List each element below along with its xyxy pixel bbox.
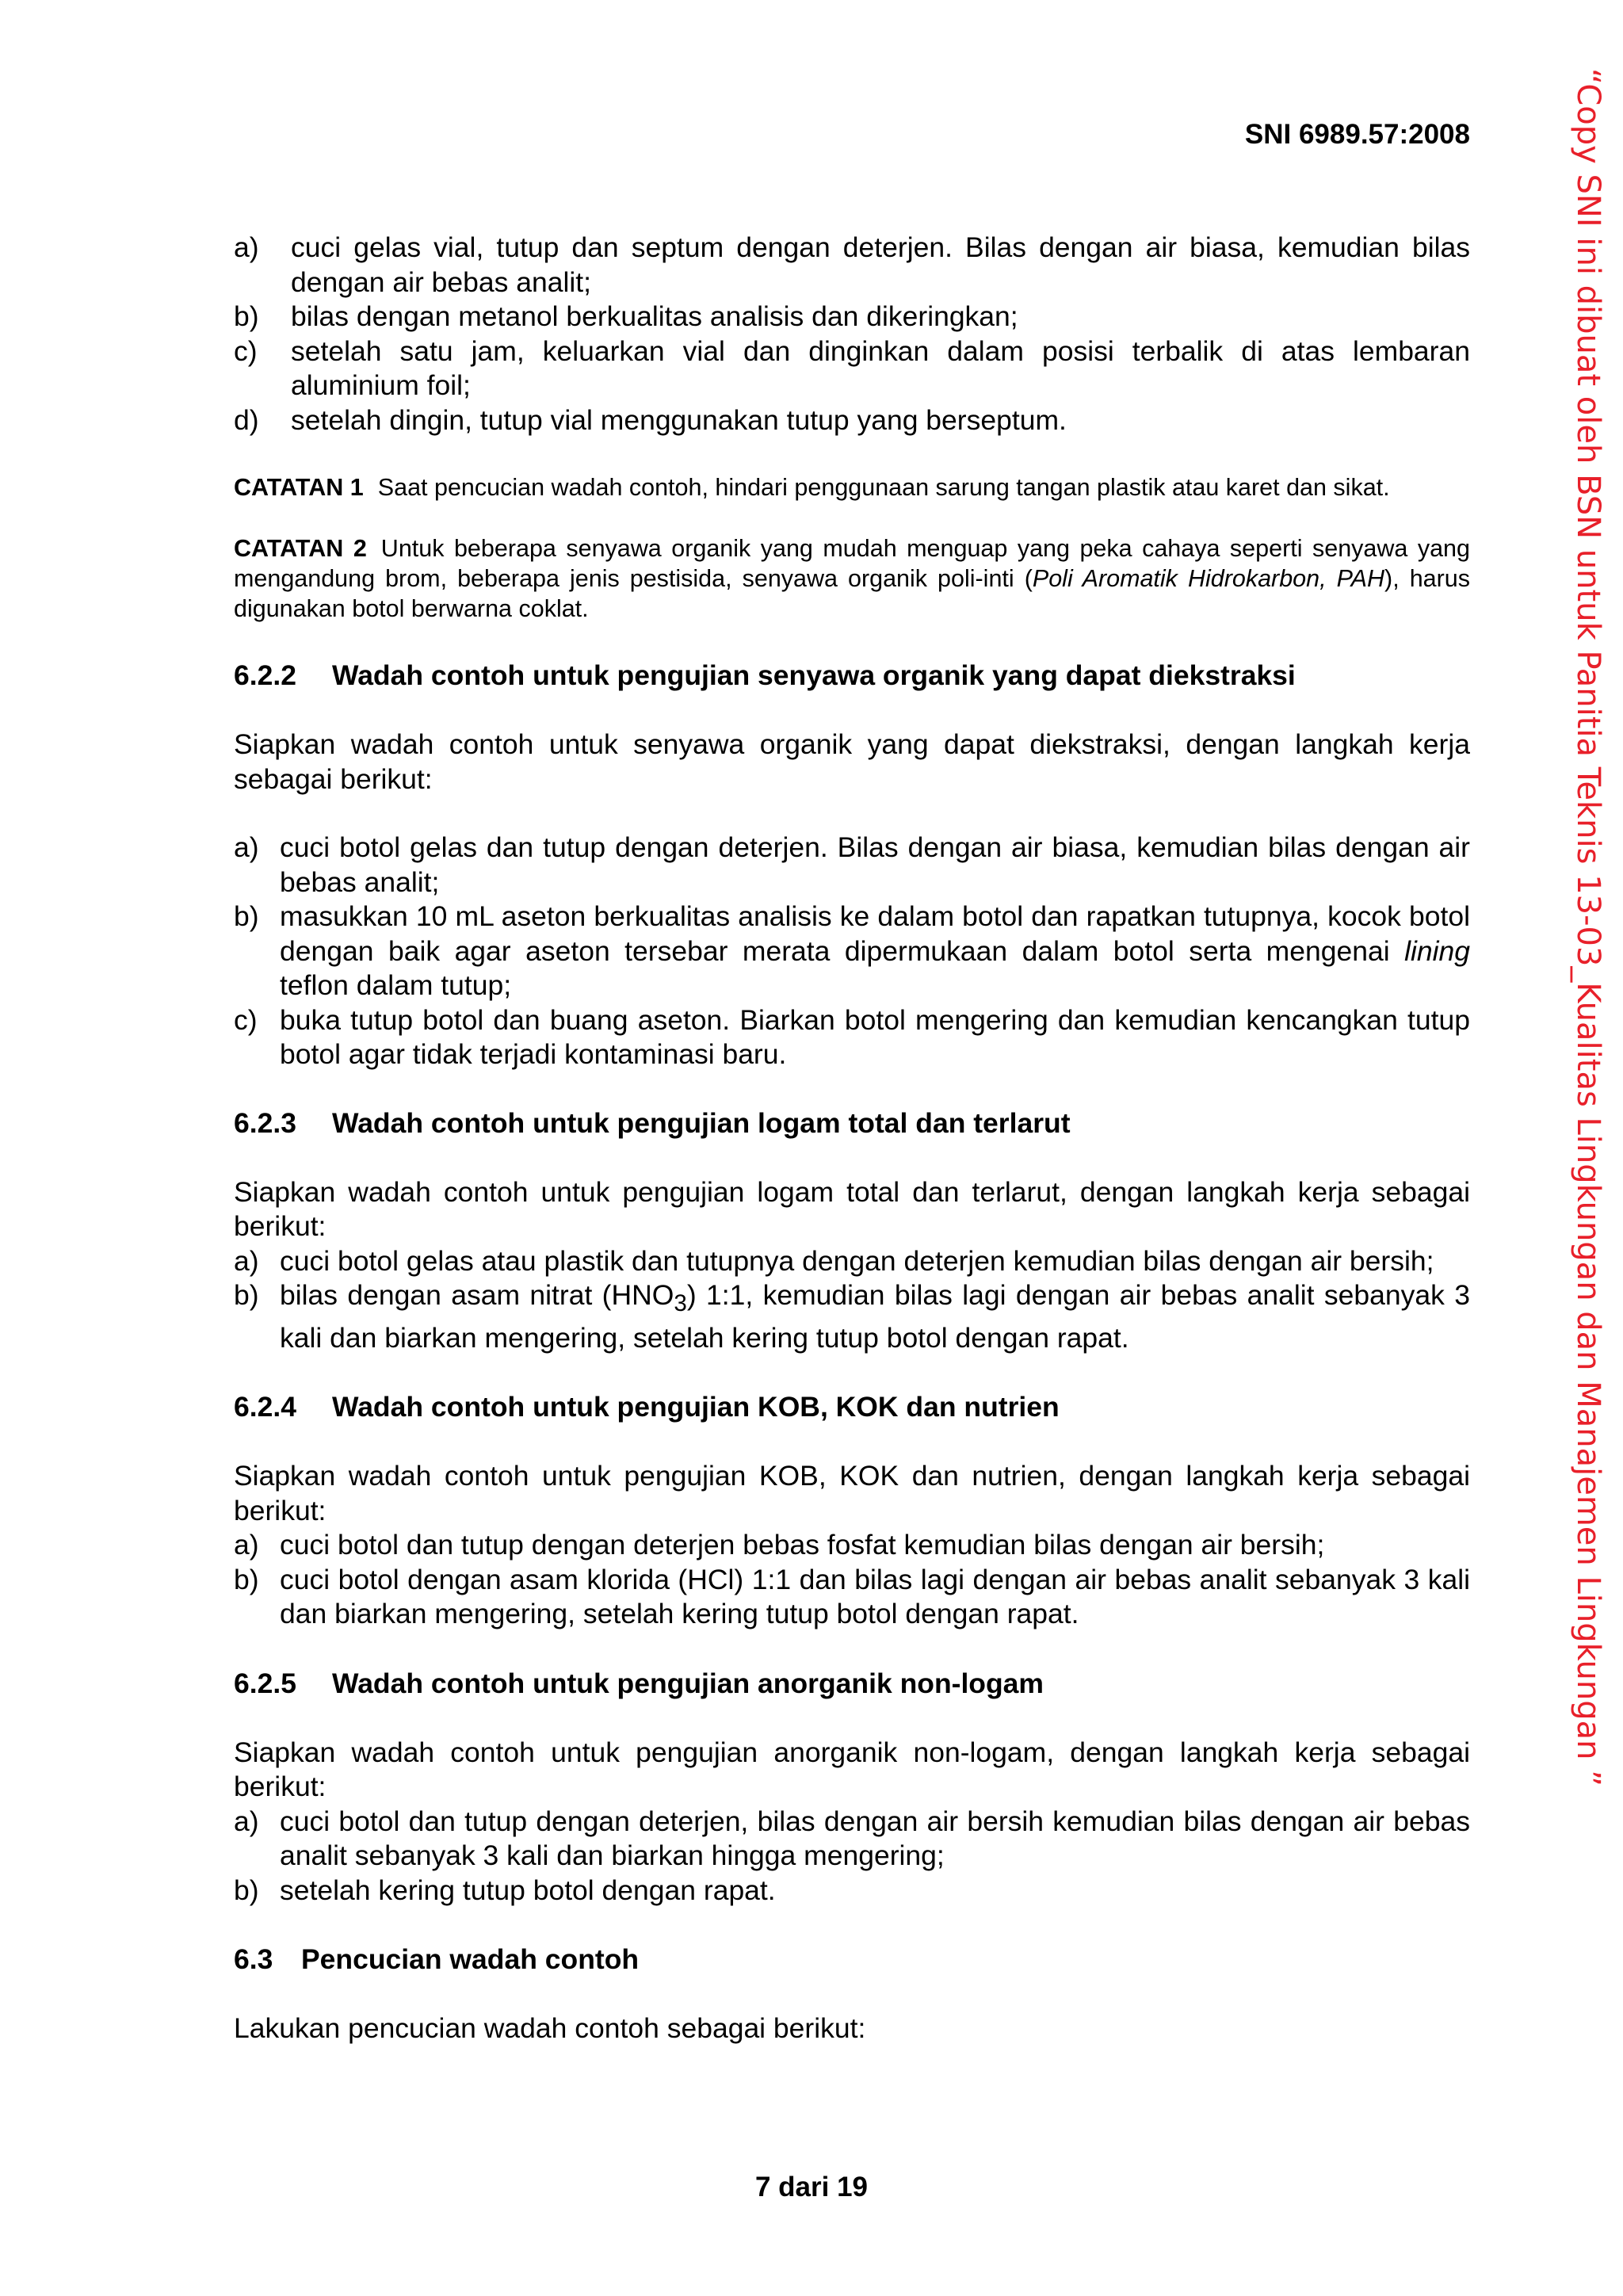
list-marker: c) <box>234 1003 258 1036</box>
list-item <box>234 1563 1470 1632</box>
list-item-italic-text: lining <box>1404 934 1470 967</box>
list-item <box>234 1874 1470 1908</box>
step-list-6-2-3 <box>234 1244 1470 1356</box>
list-marker: b) <box>234 300 259 332</box>
section-heading-6-2-4 <box>234 1390 1470 1424</box>
note-1 <box>234 472 1470 502</box>
section-intro: Siapkan wadah contoh untuk pengujian logam total dan terlarut, dengan langkah kerja sebagai berikut: <box>234 1175 1470 1242</box>
list-item <box>234 403 1470 438</box>
list-marker: b) <box>234 900 259 932</box>
section-number: 6.3 <box>234 1943 273 1976</box>
subscript-text: 3 <box>674 1290 687 1317</box>
list-item-text: masukkan 10 mL aseton berkualitas analisis ke dalam botol dan rapatkan tutupnya, kocok botol dengan baik agar aseton tersebar merata dipermukaan dalam botol serta mengenai <box>280 900 1470 967</box>
list-item-text: cuci botol dan tutup dengan deterjen bebas fosfat kemudian bilas dengan air bersih; <box>280 1529 1325 1561</box>
list-item-text: cuci botol dan tutup dengan deterjen, bilas dengan air bersih kemudian bilas dengan air bebas analit sebanyak 3 kali dan biarkan hingga mengering; <box>280 1805 1470 1872</box>
step-list-6-2-2 <box>234 831 1470 1072</box>
section-heading-6-2-2 <box>234 659 1470 693</box>
list-item-text: setelah satu jam, keluarkan vial dan dinginkan dalam posisi terbalik di atas lembaran aluminium foil; <box>291 334 1470 401</box>
standard-code-header: SNI 6989.57:2008 <box>1244 119 1470 150</box>
list-item-text: cuci botol gelas dan tutup dengan deterjen. Bilas dengan air biasa, kemudian bilas dengan air bebas analit; <box>280 831 1470 898</box>
section-intro: Siapkan wadah contoh untuk pengujian KOB, KOK dan nutrien, dengan langkah kerja sebagai berikut: <box>234 1460 1470 1526</box>
list-item <box>234 1278 1470 1355</box>
list-marker: a) <box>234 1805 259 1837</box>
section-number: 6.2.2 <box>234 659 296 691</box>
list-item-text: cuci botol dengan asam klorida (HCl) 1:1 dan bilas lagi dengan air bebas analit sebanyak 3 kali dan biarkan mengering, setelah kering tutup botol dengan rapat. <box>280 1563 1470 1630</box>
section-title-text: Wadah contoh untuk pengujian senyawa organik yang dapat diekstraksi <box>332 659 1296 691</box>
list-item-text: setelah dingin, tutup vial menggunakan tutup yang berseptum. <box>291 403 1067 436</box>
list-marker: c) <box>234 334 258 367</box>
list-item-text: buka tutup botol dan buang aseton. Biarkan botol mengering dan kemudian kencangkan tutup botol agar tidak terjadi kontaminasi baru. <box>280 1003 1470 1070</box>
note-text: ), harus digunakan botol berwarna coklat. <box>234 565 1470 622</box>
list-marker: a) <box>234 1529 259 1561</box>
list-item-text: teflon dalam tutup; <box>280 969 512 1001</box>
section-heading-6-2-5 <box>234 1667 1470 1701</box>
list-item <box>234 1528 1470 1563</box>
section-title-text: Wadah contoh untuk pengujian logam total dan terlarut <box>332 1106 1071 1139</box>
list-item <box>234 1003 1470 1072</box>
list-marker: b) <box>234 1279 259 1311</box>
note-label: CATATAN 2 <box>234 535 367 562</box>
list-item <box>234 300 1470 334</box>
intro-step-list <box>234 231 1470 437</box>
list-marker: a) <box>234 831 259 863</box>
list-item-text: setelah kering tutup botol dengan rapat. <box>280 1874 776 1906</box>
list-item <box>234 1244 1470 1279</box>
section-number: 6.2.4 <box>234 1391 296 1423</box>
copyright-watermark: “Copy SNI ini dibuat oleh BSN untuk Panitia Teknis 13-03_Kualitas Lingkungan dan Manajemen Lingkungan ” <box>1570 68 1606 1786</box>
section-intro: Lakukan pencucian wadah contoh sebagai berikut: <box>234 2012 866 2045</box>
section-heading-6-2-3 <box>234 1106 1470 1140</box>
list-item <box>234 831 1470 900</box>
page-number: 7 dari 19 <box>754 2172 869 2202</box>
list-item-text: cuci botol gelas atau plastik dan tutupnya dengan deterjen kemudian bilas dengan air bersih; <box>280 1244 1434 1277</box>
list-item <box>234 231 1470 300</box>
section-intro: Siapkan wadah contoh untuk senyawa organik yang dapat diekstraksi, dengan langkah kerja sebagai berikut: <box>234 728 1470 795</box>
note-italic-text: Poli Aromatik Hidrokarbon, PAH <box>1032 565 1385 592</box>
list-item <box>234 1805 1470 1874</box>
note-2 <box>234 533 1470 624</box>
list-item <box>234 900 1470 1003</box>
list-item <box>234 334 1470 403</box>
list-marker: a) <box>234 231 259 263</box>
note-label: CATATAN 1 <box>234 474 364 501</box>
list-item-text: ) 1:1, kemudian bilas lagi dengan air bebas analit sebanyak 3 kali dan biarkan mengering, setelah kering tutup botol dengan rapat. <box>280 1279 1470 1354</box>
list-marker: d) <box>234 403 259 436</box>
list-item-text: cuci gelas vial, tutup dan septum dengan deterjen. Bilas dengan air biasa, kemudian bilas dengan air bebas analit; <box>291 231 1470 298</box>
section-title-text: Wadah contoh untuk pengujian anorganik non-logam <box>332 1667 1044 1699</box>
section-intro: Siapkan wadah contoh untuk pengujian anorganik non-logam, dengan langkah kerja sebagai berikut: <box>234 1736 1470 1803</box>
page-content <box>234 231 1470 2046</box>
note-text: Saat pencucian wadah contoh, hindari penggunaan sarung tangan plastik atau karet dan sikat. <box>377 474 1390 501</box>
list-marker: a) <box>234 1244 259 1277</box>
list-marker: b) <box>234 1563 259 1595</box>
section-number: 6.2.3 <box>234 1106 296 1139</box>
section-heading-6-3 <box>234 1943 1470 1977</box>
list-item-text: bilas dengan asam nitrat (HNO <box>280 1279 674 1311</box>
list-item-text: bilas dengan metanol berkualitas analisis dan dikeringkan; <box>291 300 1018 332</box>
section-number: 6.2.5 <box>234 1667 296 1699</box>
note-text: Untuk beberapa senyawa organik yang mudah menguap yang peka cahaya seperti senyawa yang mengandung brom, beberapa jenis pestisida, senyawa organik poli-inti ( <box>234 535 1470 592</box>
section-title-text: Wadah contoh untuk pengujian KOB, KOK dan nutrien <box>332 1391 1060 1423</box>
list-marker: b) <box>234 1874 259 1906</box>
section-title-text: Pencucian wadah contoh <box>301 1943 640 1976</box>
step-list-6-2-4 <box>234 1528 1470 1632</box>
step-list-6-2-5 <box>234 1805 1470 1908</box>
